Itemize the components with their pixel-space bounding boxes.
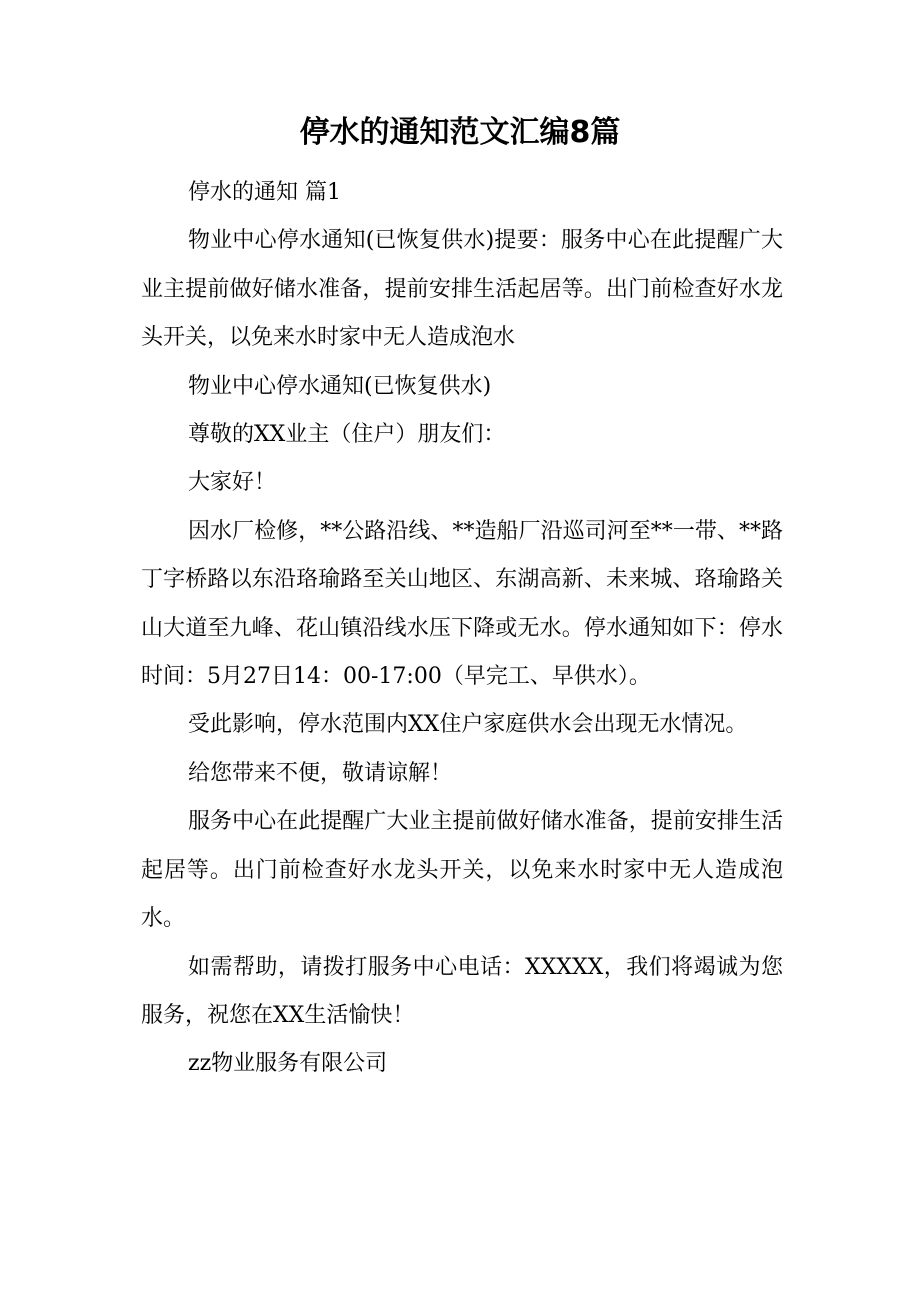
salutation: 尊敬的XX业主（住户）朋友们： [188,422,506,448]
outage-details-paragraph: 因水厂检修，**公路沿线、**造船厂沿巡司河至**一带、**路丁字桥路以东沿珞瑜路至关山地区、东湖高新、未来城、珞瑜路关山大道至九峰、花山镇沿线水压下降或无水。停水通知如下：停水时间：5月27日14：00-17:00（早完工、早供水）。 [141,518,783,690]
section-heading: 停水的通知 篇1 [188,180,341,205]
notice-summary-paragraph: 物业中心停水通知(已恢复供水)提要：服务中心在此提醒广大业主提前做好储水准备，提前安排生活起居等。出门前检查好水龙头开关，以免来水时家中无人造成泡水 [141,228,783,351]
impact-paragraph: 受此影响，停水范围内XX住户家庭供水会出现无水情况。 [188,712,748,738]
document-body [141,169,783,1089]
signature: zz物业服务有限公司 [188,1051,388,1077]
apology-paragraph: 给您带来不便，敬请谅解！ [188,760,453,786]
reminder-paragraph: 服务中心在此提醒广大业主提前做好储水准备，提前安排生活起居等。出门前检查好水龙头开关，以免来水时家中无人造成泡水。 [141,809,783,932]
contact-paragraph: 如需帮助，请拨打服务中心电话：XXXXX，我们将竭诚为您服务，祝您在XX生活愉快！ [141,954,783,1028]
greeting: 大家好！ [188,470,277,496]
document-title: 停水的通知范文汇编8篇 [299,115,621,150]
notice-subtitle: 物业中心停水通知(已恢复供水) [188,373,492,399]
